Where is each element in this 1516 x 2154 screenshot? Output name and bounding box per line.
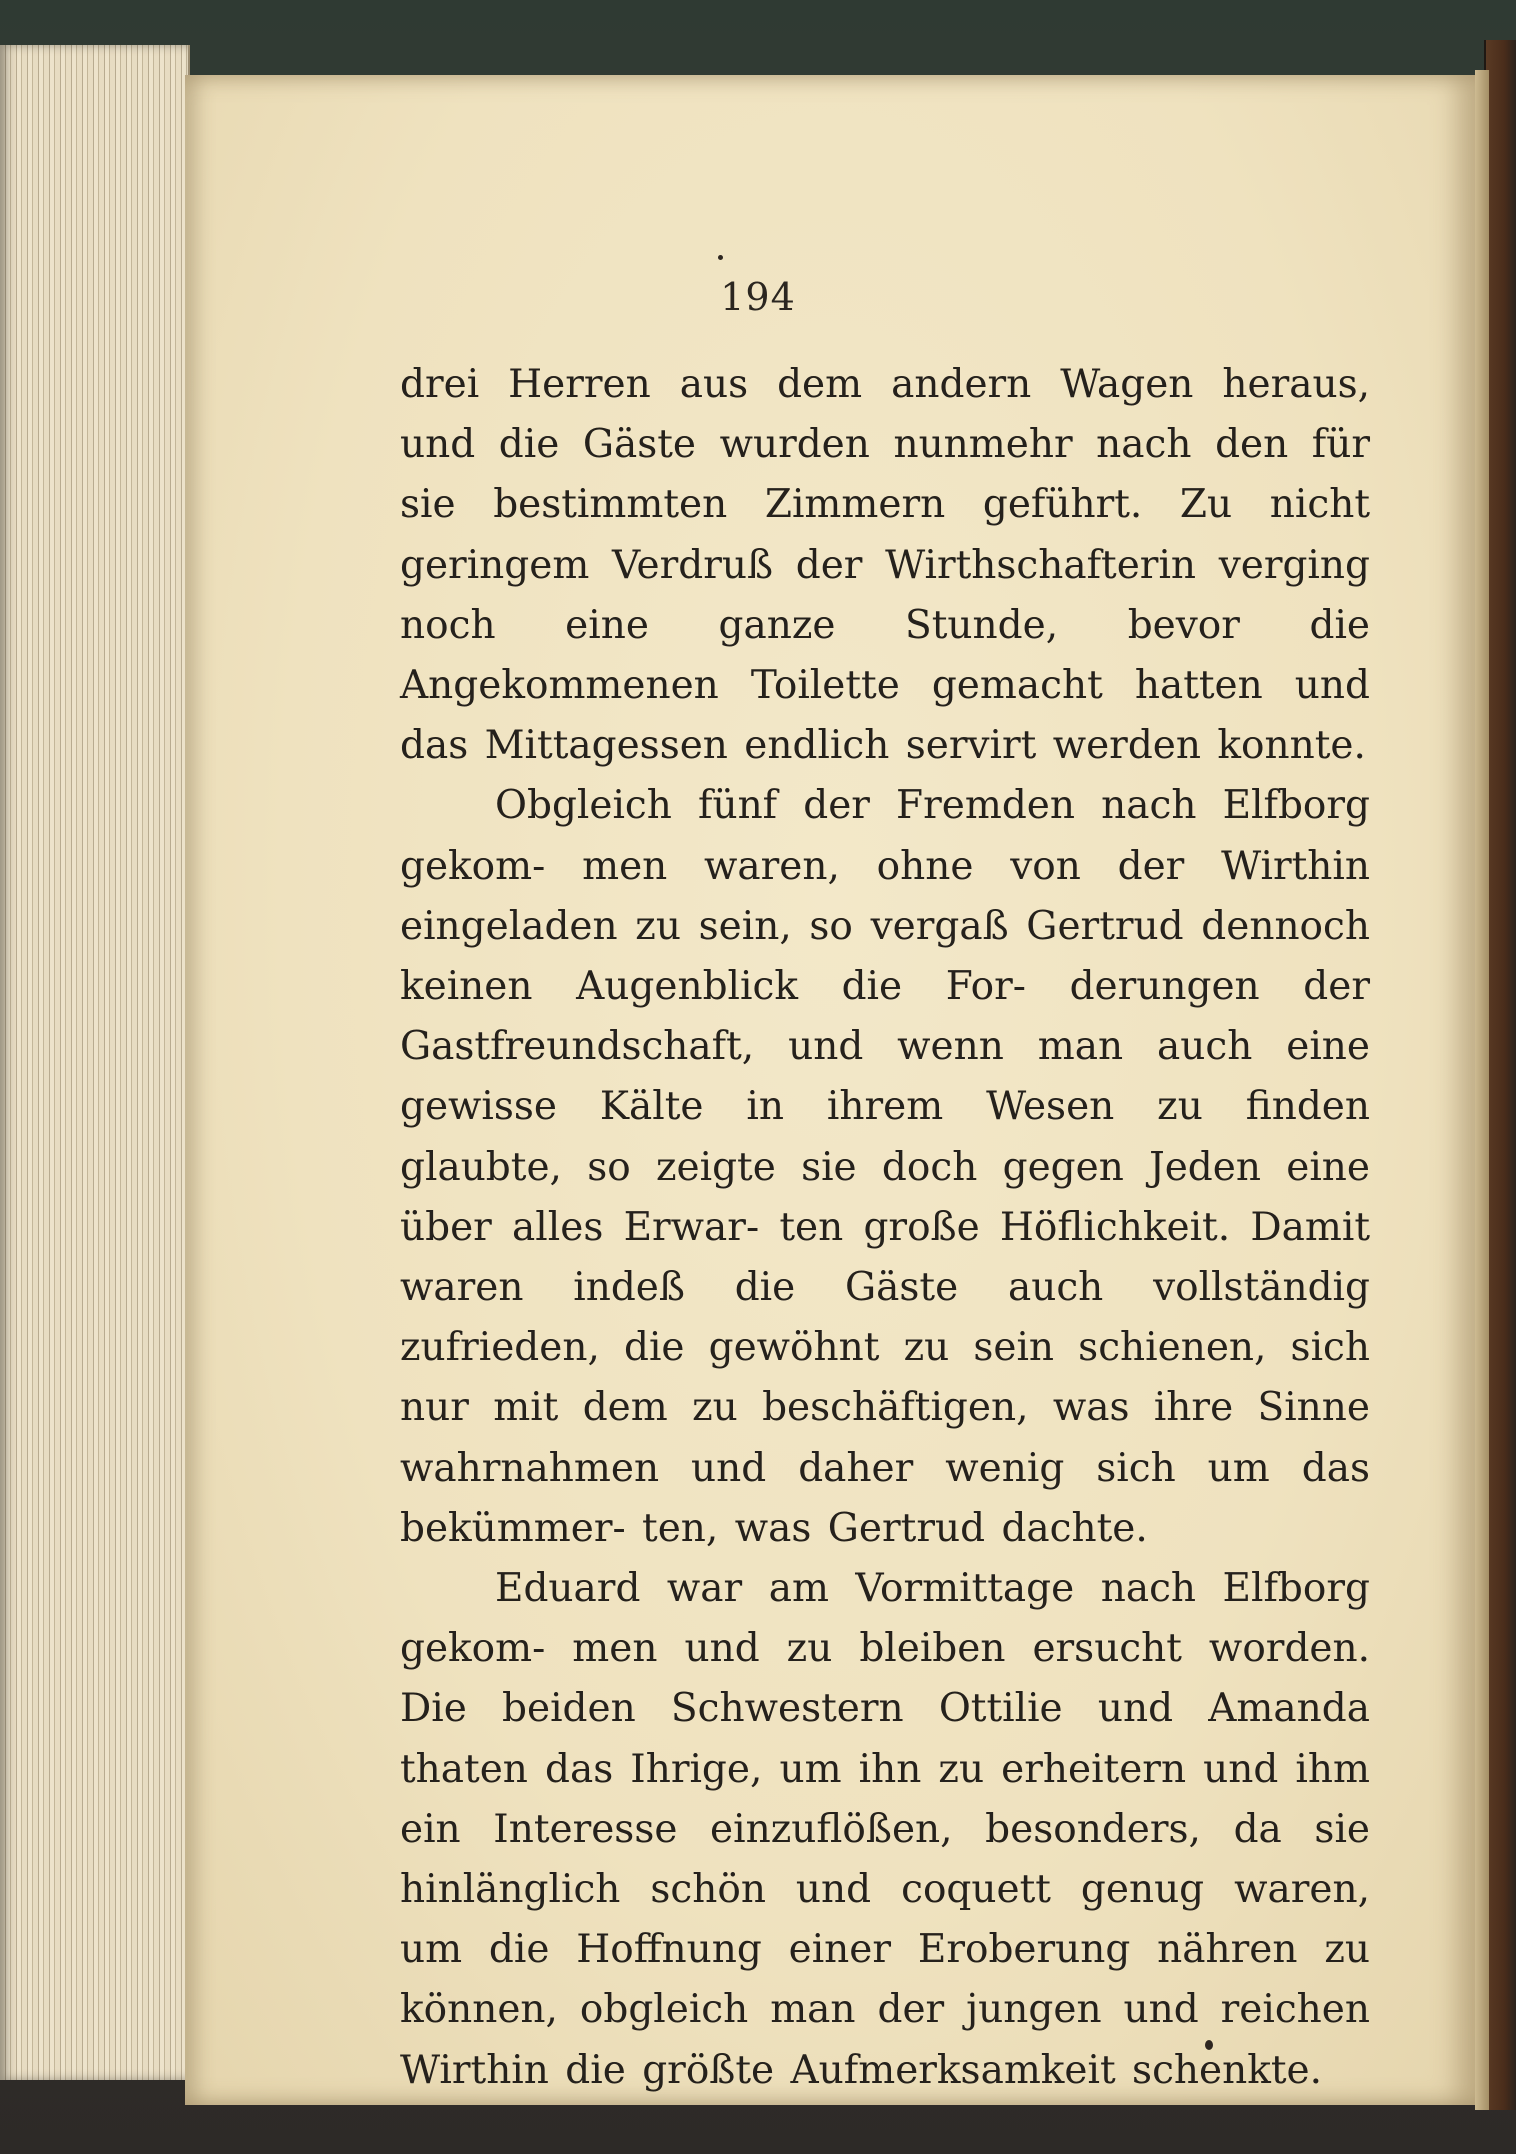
page-gutter-shadow [1475, 70, 1489, 2110]
paragraph-2: Obgleich fünf der Fremden nach Elfborg gekom- men waren, ohne von der Wirthin eingeladen zu sein, so vergaß Gertrud dennoch keinen Augenblick die For- derungen der Gastfreundschaft, und wenn man auch eine gewisse Kälte in ihrem Wesen zu finden glaubte, so zeigte sie doch gegen Jeden eine über alles Erwar- ten große Höflichkeit. Damit waren indeß die Gäste auch vollständig zufrieden, die gewöhnt zu sein schienen, sich nur mit dem zu beschäftigen, was ihre Sinne wahrnahmen und daher wenig sich um das bekümmer- ten, was Gertrud dachte. [400, 783, 1370, 1551]
paragraph-1: drei Herren aus dem andern Wagen heraus, und die Gäste wurden nunmehr nach den für sie bestimmten Zimmern geführt. Zu nicht geringem Verdruß der Wirthschafterin verging noch eine ganze Stunde, bevor die Angekommenen Toilette gemacht hatten und das Mittagessen endlich servirt werden konnte. [400, 362, 1370, 769]
page-text-block [400, 355, 1370, 2101]
page-stack-edge [0, 45, 190, 2080]
page-number: 194 [720, 275, 796, 319]
paragraph-3: Eduard war am Vormittage nach Elfborg gekom- men und zu bleiben ersucht worden. Die beiden Schwestern Ottilie und Amanda thaten das Ihrige, um ihn zu erheitern und ihm ein Interesse einzuflößen, besonders, da sie hinlänglich schön und coquett genug waren, um die Hoffnung einer Eroberung nähren zu können, obgleich man der jungen und reichen Wirthin die größte Aufmerksamkeit schenkte. [400, 1566, 1370, 2093]
paper-speck [718, 255, 723, 260]
